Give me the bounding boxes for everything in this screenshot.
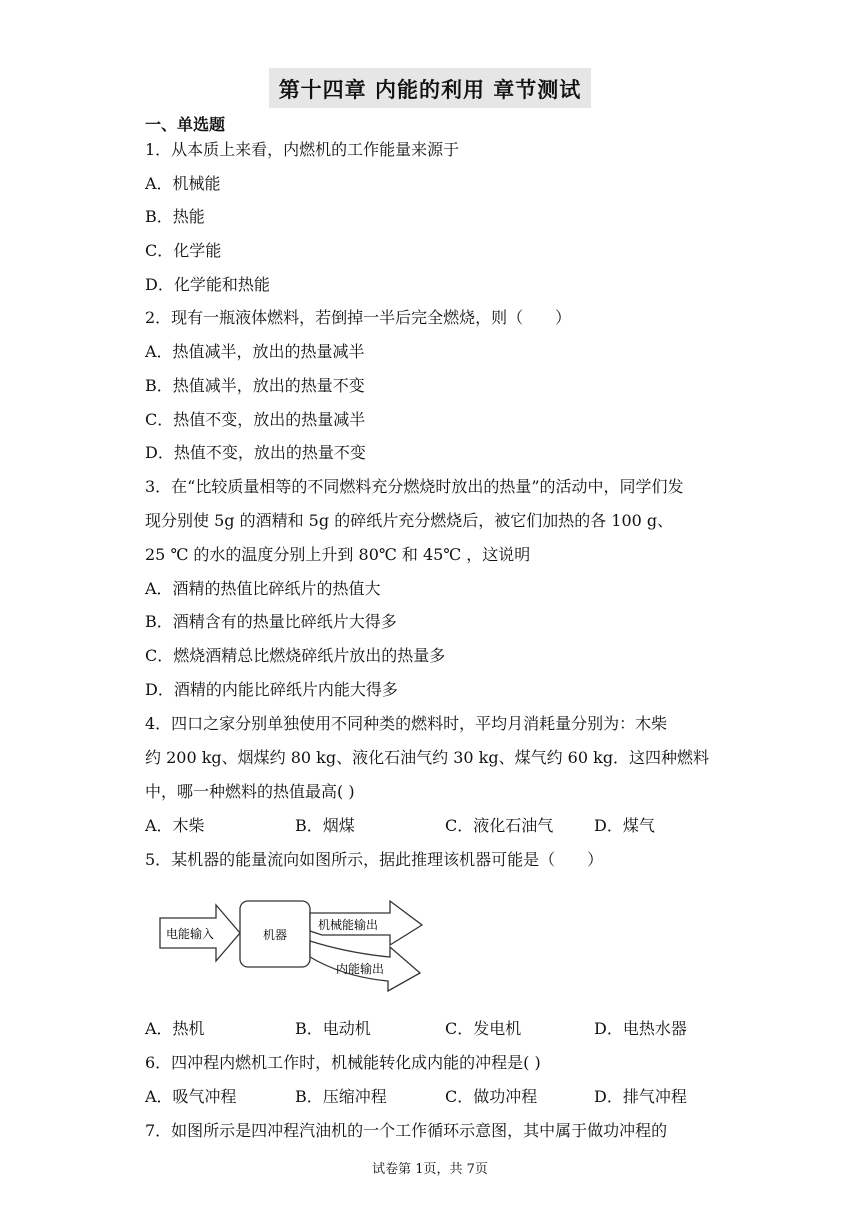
q5-option-c: C．发电机 [445, 1019, 522, 1038]
q3-option-b: B．酒精含有的热量比碎纸片大得多 [145, 612, 397, 631]
q4-option-b: B．烟煤 [295, 816, 355, 835]
q3-option-c: C．燃烧酒精总比燃烧碎纸片放出的热量多 [145, 646, 446, 665]
q4-option-c: C．液化石油气 [445, 816, 554, 835]
q2-option-a: A．热值减半，放出的热量减半 [145, 342, 365, 361]
q6-option-c: C．做功冲程 [445, 1087, 538, 1106]
q3-stem-line-1: 3．在“比较质量相等的不同燃料充分燃烧时放出的热量”的活动中，同学们发 [145, 477, 684, 496]
q6-option-a: A．吸气冲程 [145, 1087, 237, 1106]
q5-option-b: B．电动机 [295, 1019, 371, 1038]
q3-option-a: A．酒精的热值比碎纸片的热值大 [145, 579, 381, 598]
q1-option-d: D．化学能和热能 [145, 275, 270, 294]
q3-stem-line-2: 现分别使 5g 的酒精和 5g 的碎纸片充分燃烧后，被它们加热的各 100 g、 [145, 511, 674, 530]
q2-stem: 2．现有一瓶液体燃料，若倒掉一半后完全燃烧，则（ ） [145, 308, 572, 327]
q2-option-b: B．热值减半，放出的热量不变 [145, 376, 365, 395]
q1-option-c: C．化学能 [145, 241, 222, 260]
q5-option-d: D．电热水器 [594, 1019, 687, 1038]
q4-option-a: A．木柴 [145, 816, 205, 835]
q1-stem: 1．从本质上来看，内燃机的工作能量来源于 [145, 140, 460, 159]
q6-option-b: B．压缩冲程 [295, 1087, 387, 1106]
section-heading: 一、单选题 [145, 115, 226, 134]
q6-option-d: D．排气冲程 [594, 1087, 687, 1106]
page-title: 第十四章 内能的利用 章节测试 [269, 68, 592, 108]
internal-energy-output-label: 内能输出 [336, 962, 385, 976]
q4-stem-line-3: 中，哪一种燃料的热值最高( ) [145, 782, 355, 801]
input-label: 电能输入 [166, 927, 215, 941]
q3-stem-line-3: 25 ℃ 的水的温度分别上升到 80℃ 和 45℃ ，这说明 [145, 545, 531, 564]
q6-stem: 6．四冲程内燃机工作时，机械能转化成内能的冲程是( ) [145, 1053, 541, 1072]
machine-label: 机器 [262, 928, 288, 942]
q2-option-d: D．热值不变，放出的热量不变 [145, 443, 366, 462]
mechanical-output-label: 机械能输出 [318, 918, 379, 932]
q1-option-a: A．机械能 [145, 174, 221, 193]
page-footer: 试卷第 1页，共 7页 [372, 1162, 488, 1177]
q1-option-b: B．热能 [145, 207, 205, 226]
q7-stem: 7．如图所示是四冲程汽油机的一个工作循环示意图，其中属于做功冲程的 [145, 1121, 668, 1140]
q4-stem-line-1: 4．四口之家分别单独使用不同种类的燃料时，平均月消耗量分别为：木柴 [145, 714, 668, 733]
q4-stem-line-2: 约 200 kg、烟煤约 80 kg、液化石油气约 30 kg、煤气约 60 kg．这四种燃料 [145, 748, 710, 767]
q4-option-d: D．煤气 [594, 816, 655, 835]
q2-option-c: C．热值不变，放出的热量减半 [145, 410, 366, 429]
energy-flow-diagram [158, 893, 428, 993]
title-wrap [0, 68, 860, 108]
q5-option-a: A．热机 [145, 1019, 205, 1038]
q3-option-d: D．酒精的内能比碎纸片内能大得多 [145, 680, 398, 699]
q5-stem: 5．某机器的能量流向如图所示，据此推理该机器可能是（ ） [145, 850, 604, 869]
